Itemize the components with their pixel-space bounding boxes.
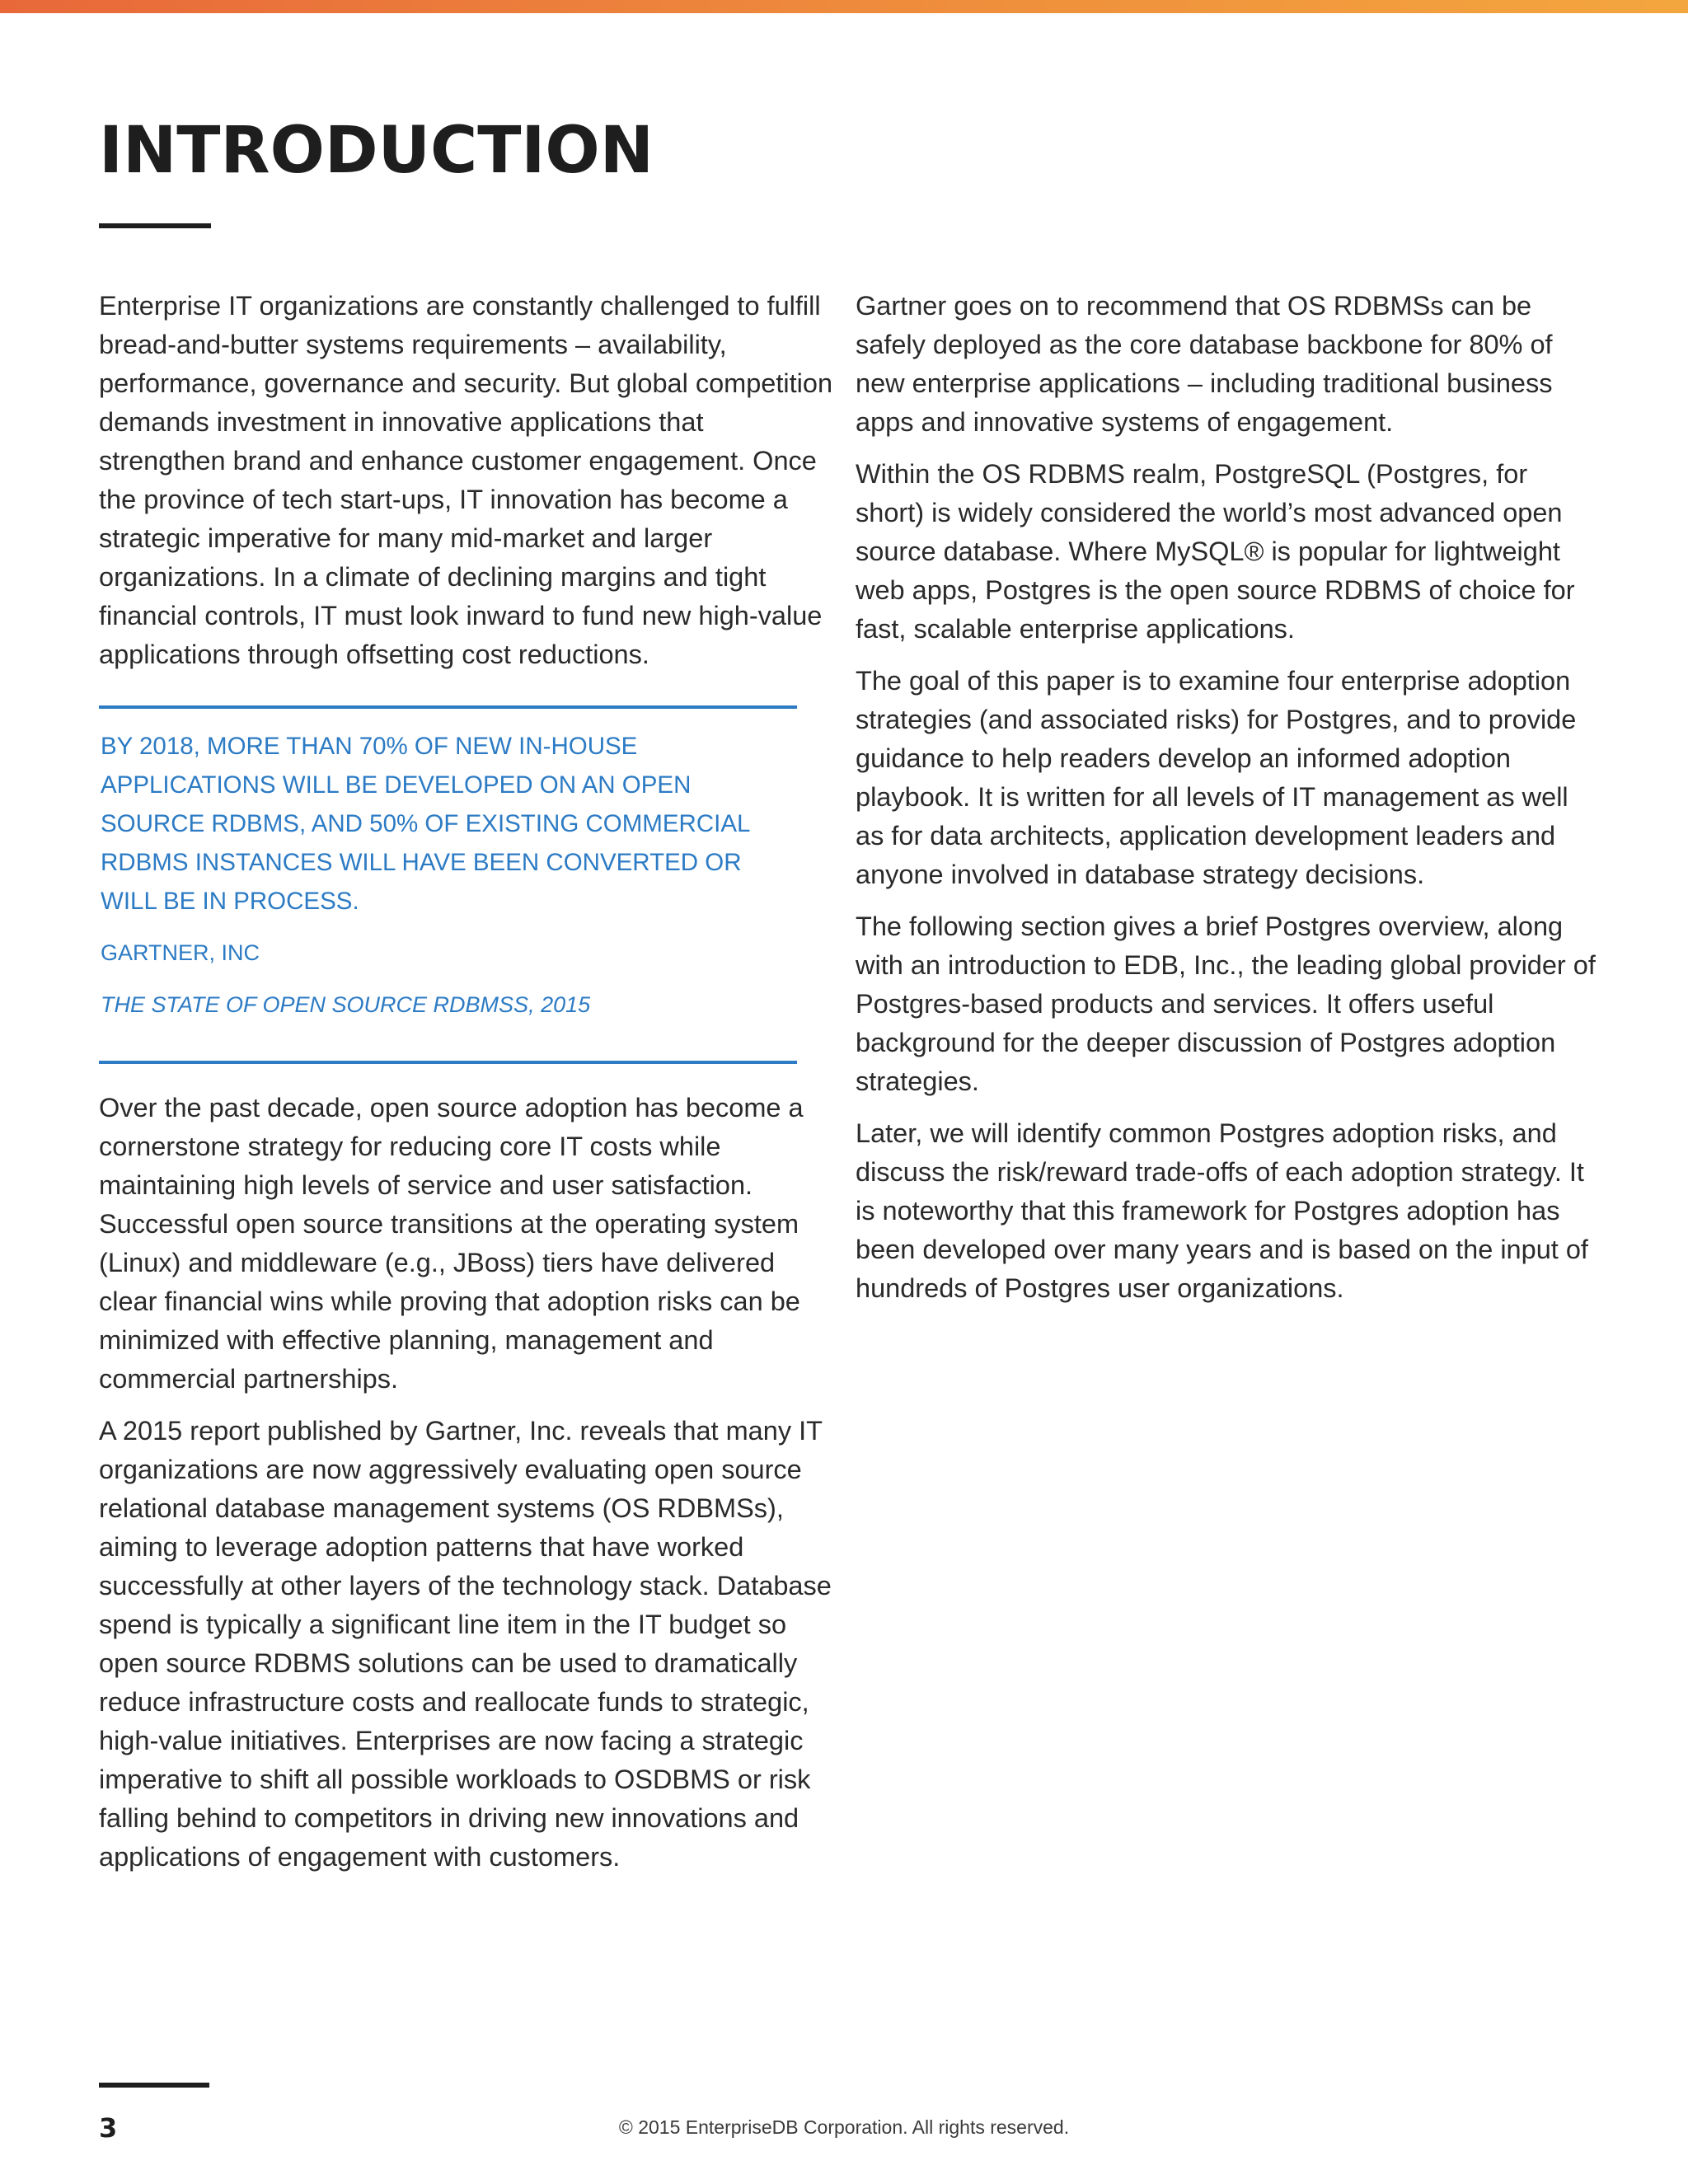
pull-quote-source: GARTNER, INC: [101, 940, 260, 965]
gartner-report-paragraph: A 2015 report published by Gartner, Inc. reveals that many IT organizations are now aggressively evaluating open source relational database management systems (OS RDBMSs), aiming to leverage adoption patterns that have worked successfully at other layers of the technology stack. Database spend is typically a significant line item in the IT budget so open source RDBMS solutions can be used to dramatically reduce infrastructure costs and reallocate funds to strategic, high-value initiatives. Enterprises are now facing a strategic imperative to shift all possible workloads to OSDBMS or risk falling behind to competitors in driving new innovations and applications of engagement with customers.: [99, 1416, 832, 1872]
right-column: [856, 287, 1597, 1321]
following-section-paragraph: The following section gives a brief Postgres overview, along with an introduction to EDB, Inc., the leading global provider of Postgres-based products and services. It offers useful background for the deeper discussion of Postgres adoption strategies.: [856, 912, 1596, 1096]
intro-paragraph: Enterprise IT organizations are constantly challenged to fulfill bread-and-butter systems requirements – availability, performance, governance and security. But global competition demands investment in innovative applications that strengthen brand and enhance customer engagement. Once the province of tech start-ups, IT innovation has become a strategic imperative for many mid-market and larger organizations. In a climate of declining margins and tight financial controls, IT must look inward to fund new high-value applications through offsetting cost reductions.: [99, 291, 833, 669]
open-source-adoption-paragraph: Over the past decade, open source adoption has become a cornerstone strategy for reducing core IT costs while maintaining high levels of service and user satisfaction. Successful open source transitions at the operating system (Linux) and middleware (e.g., JBoss) tiers have delivered clear financial wins while proving that adoption risks can be minimized with effective planning, management and commercial partnerships.: [99, 1093, 804, 1394]
postgres-realm-paragraph: Within the OS RDBMS realm, PostgreSQL (Postgres, for short) is widely considered the world’s most advanced open source database. Where MySQL® is popular for lightweight web apps, Postgres is the open source RDBMS of choice for fast, scalable enterprise applications.: [856, 459, 1575, 644]
footer-rule: [99, 2083, 209, 2088]
copyright-notice: © 2015 EnterpriseDB Corporation. All rights reserved.: [618, 2116, 1070, 2138]
title-underline: [99, 223, 211, 228]
top-accent-bar: [0, 0, 1688, 13]
left-column: [99, 287, 837, 1890]
page-title: INTRODUCTION: [99, 114, 654, 188]
page-number: 3: [99, 2112, 118, 2144]
adoption-risks-paragraph: Later, we will identify common Postgres adoption risks, and discuss the risk/reward trade-offs of each adoption strategy. It is noteworthy that this framework for Postgres adoption has been developed over many years and is based on the input of hundreds of Postgres user organizations.: [856, 1118, 1588, 1303]
pull-quote: [99, 705, 797, 1064]
gartner-recommendation-paragraph: Gartner goes on to recommend that OS RDBMSs can be safely deployed as the core database backbone for 80% of new enterprise applications – including traditional business apps and innovative systems of engagement.: [856, 291, 1553, 437]
paper-goal-paragraph: The goal of this paper is to examine four enterprise adoption strategies (and associated risks) for Postgres, and to provide guidance to help readers develop an informed adoption playbook. It is written for all levels of IT management as well as for data architects, application development leaders and anyone involved in database strategy decisions.: [856, 666, 1577, 889]
pull-quote-text: BY 2018, MORE THAN 70% OF NEW IN-HOUSE APPLICATIONS WILL BE DEVELOPED ON AN OPEN SOURCE RDBMS, AND 50% OF EXISTING COMMERCIAL RDBMS INSTANCES WILL HAVE BEEN CONVERTED OR WILL BE IN PROCESS.: [101, 733, 750, 915]
pull-quote-publication: THE STATE OF OPEN SOURCE RDBMSS, 2015: [101, 992, 591, 1017]
